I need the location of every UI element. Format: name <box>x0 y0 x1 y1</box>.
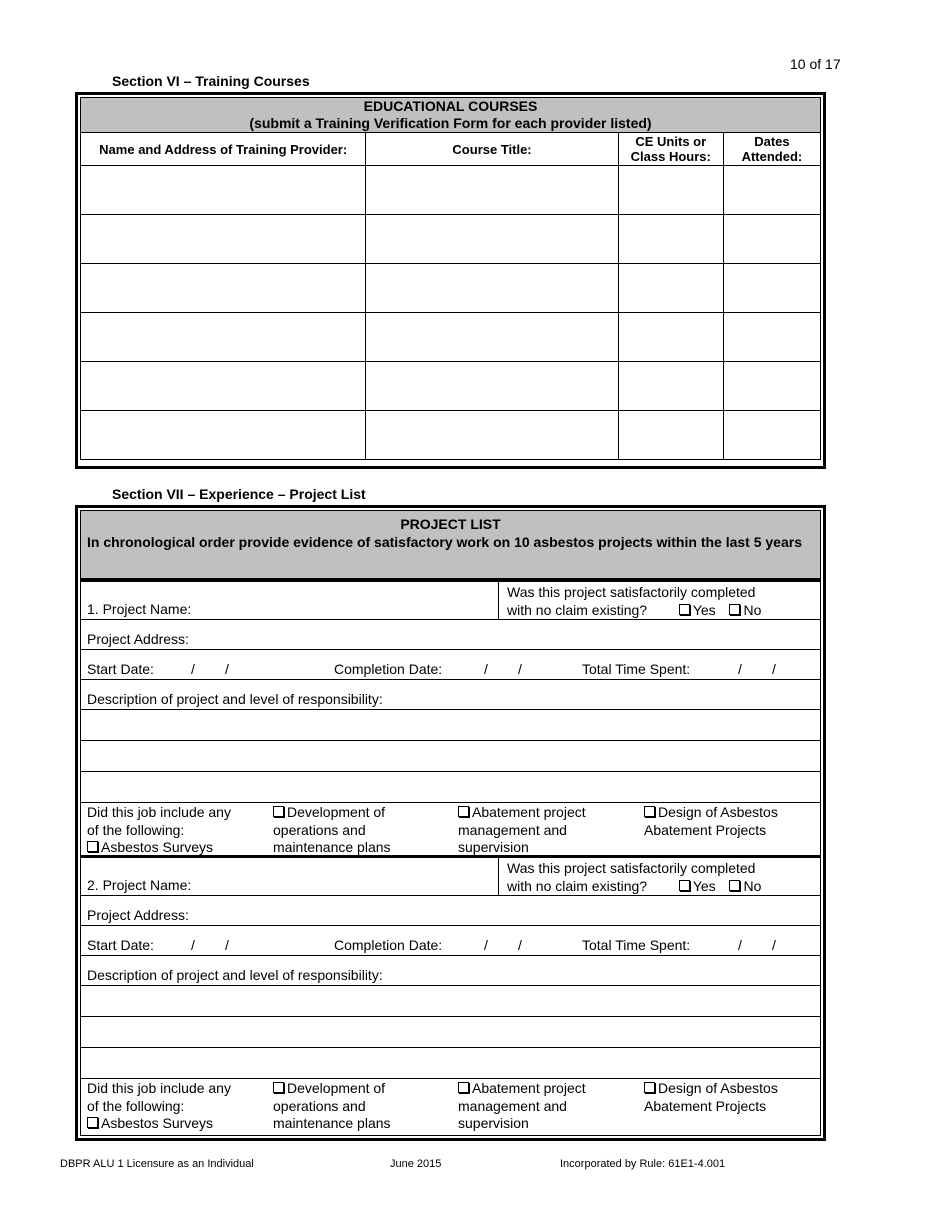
ce-units-cell[interactable] <box>618 166 723 215</box>
description-line[interactable] <box>81 1017 820 1048</box>
course-row <box>81 313 821 362</box>
total-time-label: Total Time Spent: <box>582 937 691 953</box>
abatement-management-checkbox[interactable] <box>458 806 469 817</box>
ce-units-cell[interactable] <box>618 215 723 264</box>
footer-form-name: DBPR ALU 1 Licensure as an Individual <box>60 1158 254 1170</box>
provider-cell[interactable] <box>81 313 366 362</box>
course-title-cell[interactable] <box>366 264 618 313</box>
satisfactory-question: Was this project satisfactorily completed with no claim existing? Yes No <box>507 584 762 618</box>
page-number: 10 of 17 <box>790 56 841 72</box>
ce-units-cell[interactable] <box>618 362 723 411</box>
ce-units-cell[interactable] <box>618 264 723 313</box>
asbestos-surveys-checkbox[interactable] <box>87 1117 98 1128</box>
project-list-heading: PROJECT LIST In chronological order provide evidence of satisfactory work on 10 asbestos projects within the last 5 years <box>81 511 820 581</box>
yes-checkbox[interactable] <box>679 880 690 891</box>
development-plans-checkbox[interactable] <box>273 1082 284 1093</box>
description-line[interactable] <box>81 741 820 772</box>
course-row <box>81 264 821 313</box>
ce-units-cell[interactable] <box>618 313 723 362</box>
project-name-label: 1. Project Name: <box>87 601 192 617</box>
provider-cell[interactable] <box>81 215 366 264</box>
start-date-label: Start Date: <box>87 661 154 677</box>
dates-cell[interactable] <box>723 362 820 411</box>
design-abatement-checkbox[interactable] <box>644 806 655 817</box>
course-row <box>81 166 821 215</box>
job-include-options: Did this job include any of the following: Asbestos Surveys Development of operations and maintenance plans Abatement project management and supervision Design of Asbestos Abatement Projects <box>87 1080 778 1131</box>
design-abatement-checkbox[interactable] <box>644 1082 655 1093</box>
course-row <box>81 411 821 460</box>
description-line[interactable] <box>81 1048 820 1079</box>
project-name-field[interactable] <box>81 582 499 619</box>
dates-cell[interactable] <box>723 264 820 313</box>
total-time-label: Total Time Spent: <box>582 661 691 677</box>
project-list-table <box>75 505 826 1141</box>
start-date-label: Start Date: <box>87 937 154 953</box>
description-label-row[interactable]: Description of project and level of responsibility: <box>81 680 820 710</box>
description-label-row[interactable]: Description of project and level of responsibility: <box>81 956 820 986</box>
footer-rule: Incorporated by Rule: 61E1-4.001 <box>560 1158 726 1170</box>
asbestos-surveys-checkbox[interactable] <box>87 841 98 852</box>
description-line[interactable] <box>81 772 820 803</box>
provider-cell[interactable] <box>81 264 366 313</box>
project-address-field[interactable]: Project Address: <box>81 896 820 926</box>
course-row <box>81 362 821 411</box>
project-entry-2 <box>81 855 820 1131</box>
no-checkbox[interactable] <box>729 880 740 891</box>
ce-units-cell[interactable] <box>618 411 723 460</box>
course-title-cell[interactable] <box>366 215 618 264</box>
no-checkbox[interactable] <box>729 604 740 615</box>
dates-attended-column-header: Dates Attended: <box>723 133 820 166</box>
provider-cell[interactable] <box>81 411 366 460</box>
section-vii-title: Section VII – Experience – Project List <box>112 486 366 502</box>
course-title-cell[interactable] <box>366 411 618 460</box>
abatement-management-checkbox[interactable] <box>458 1082 469 1093</box>
ce-units-column-header: CE Units or Class Hours: <box>618 133 723 166</box>
dates-row[interactable]: Start Date: / / Completion Date: / / Total Time Spent: / / <box>81 926 820 956</box>
course-row <box>81 215 821 264</box>
project-address-field[interactable]: Project Address: <box>81 620 820 650</box>
project-name-row <box>81 582 820 620</box>
educational-courses-table <box>75 92 826 469</box>
completion-date-label: Completion Date: <box>334 937 443 953</box>
project-entry-1 <box>81 581 820 855</box>
dates-cell[interactable] <box>723 215 820 264</box>
course-title-cell[interactable] <box>366 362 618 411</box>
dates-row[interactable]: Start Date: / / Completion Date: / / Total Time Spent: / / <box>81 650 820 680</box>
dates-cell[interactable] <box>723 411 820 460</box>
completion-date-label: Completion Date: <box>334 661 443 677</box>
provider-cell[interactable] <box>81 166 366 215</box>
description-line[interactable] <box>81 986 820 1017</box>
job-include-options: Did this job include any of the following: Asbestos Surveys Development of operations and maintenance plans Abatement project management and supervision Design of Asbestos Abatement Projects <box>87 804 778 855</box>
satisfactory-question: Was this project satisfactorily completed with no claim existing? Yes No <box>507 860 762 894</box>
description-line[interactable] <box>81 710 820 741</box>
yes-checkbox[interactable] <box>679 604 690 615</box>
development-plans-checkbox[interactable] <box>273 806 284 817</box>
provider-cell[interactable] <box>81 362 366 411</box>
dates-cell[interactable] <box>723 313 820 362</box>
course-title-cell[interactable] <box>366 313 618 362</box>
footer-date: June 2015 <box>390 1158 442 1170</box>
course-title-cell[interactable] <box>366 166 618 215</box>
project-name-label: 2. Project Name: <box>87 877 192 893</box>
provider-column-header: Name and Address of Training Provider: <box>81 133 366 166</box>
project-name-row <box>81 858 820 896</box>
dates-cell[interactable] <box>723 166 820 215</box>
section-vi-title: Section VI – Training Courses <box>112 73 310 89</box>
educational-courses-heading: EDUCATIONAL COURSES (submit a Training Verification Form for each provider listed) <box>81 98 821 133</box>
course-title-column-header: Course Title: <box>366 133 618 166</box>
project-name-field[interactable] <box>81 858 499 895</box>
